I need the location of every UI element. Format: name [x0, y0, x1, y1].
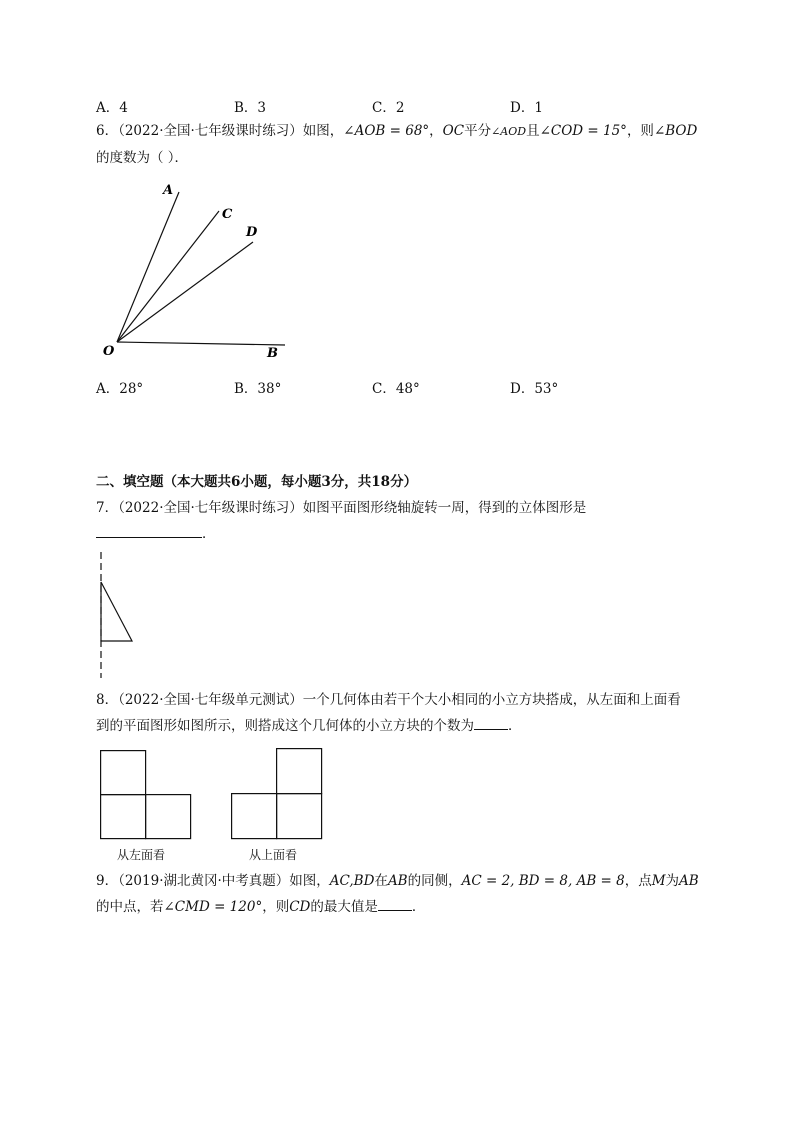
- q6-option-d: D．53°: [510, 381, 559, 397]
- q8-number: 8．: [96, 692, 119, 708]
- label-a: A: [163, 183, 174, 198]
- q9-answer-blank[interactable]: [378, 896, 412, 911]
- q8-stem: [96, 687, 706, 739]
- left-view-square: [146, 795, 191, 839]
- q8-left-view: [100, 750, 192, 840]
- q5-option-c: C．2: [372, 100, 405, 116]
- label-c: C: [222, 207, 233, 222]
- q9-segment-ab-2: AB: [679, 873, 699, 889]
- q8-answer-blank[interactable]: [474, 715, 508, 730]
- q6-text-b: 平分: [464, 123, 492, 139]
- top-view-square: [277, 794, 322, 839]
- q8-top-view: [231, 748, 323, 840]
- q6-angle-bod: ∠BOD: [653, 123, 698, 139]
- q6-angle-figure: [95, 180, 295, 365]
- q8-caption-left: 从左面看: [117, 848, 166, 862]
- label-d: D: [246, 225, 258, 240]
- label-b: B: [267, 346, 278, 361]
- q8-text1: 一个几何体由若干个大小相同的小立方块搭成，从左面和上面看: [302, 692, 681, 708]
- top-view-square: [277, 749, 322, 794]
- left-view-square: [101, 795, 146, 839]
- q6-angle-aob: ∠AOB = 68°: [343, 123, 430, 139]
- q9-line2-c: 的最大值是: [310, 899, 378, 915]
- q7-stem: [96, 495, 706, 547]
- q5-option-b: B．3: [234, 100, 267, 116]
- q8-caption-top: 从上面看: [249, 848, 298, 862]
- q6-text-c: 且: [526, 123, 540, 139]
- q9-stem: [96, 868, 706, 920]
- q5-option-a: A．4: [96, 100, 128, 116]
- q9-source: （2019·湖北黄冈·中考真题）: [118, 873, 290, 889]
- ray-ob: [117, 342, 285, 345]
- q6-sep: ，: [429, 123, 443, 139]
- q6-angle-cod: ∠COD = 15°: [539, 123, 627, 139]
- right-triangle: [101, 582, 132, 641]
- left-view-square: [101, 751, 146, 795]
- q9-text-e: 为: [665, 873, 680, 889]
- q9-text-c: 的同侧，: [407, 873, 462, 889]
- q6-number: 6．: [96, 123, 119, 139]
- q9-segment-cd: CD: [289, 899, 311, 915]
- q8-text2: 到的平面图形如图所示，则搭成这个几何体的小立方块的个数为: [96, 718, 474, 734]
- q9-number: 9．: [96, 873, 119, 889]
- q7-end: ．: [202, 526, 216, 542]
- q6-line2: 的度数为（ ）．: [96, 150, 189, 166]
- q9-point-m: M: [651, 873, 666, 889]
- q7-source: （2022·全国·七年级课时练习）: [118, 500, 303, 516]
- q6-option-a: A．28°: [96, 381, 144, 397]
- q6-stem: [96, 118, 706, 171]
- q9-line2-b: ，则: [262, 899, 290, 915]
- q6-angle-aod: ∠AOD: [491, 125, 527, 138]
- q9-end: ．: [411, 899, 426, 915]
- q9-lengths: AC = 2, BD = 8, AB = 8: [461, 873, 625, 889]
- q8-end: ．: [508, 718, 522, 734]
- q9-segments-ac-bd: AC,BD: [329, 873, 375, 889]
- q7-rotation-figure: [95, 552, 145, 680]
- section-heading-fill-in: 二、填空题（本大题共6小题，每小题3分，共18分）: [96, 474, 418, 490]
- top-view-square: [232, 794, 277, 839]
- q8-source: （2022·全国·七年级单元测试）: [118, 692, 303, 708]
- q9-segment-ab: AB: [387, 873, 408, 889]
- q9-angle-cmd: ∠CMD = 120°: [163, 899, 263, 915]
- q7-number: 7．: [96, 500, 119, 516]
- q9-text-d: ，点: [624, 873, 652, 889]
- q6-text-a: 如图，: [302, 123, 344, 139]
- q6-source: （2022·全国·七年级课时练习）: [118, 123, 303, 139]
- q5-option-d: D．1: [510, 100, 543, 116]
- q6-option-b: B．38°: [234, 381, 282, 397]
- q7-text: 如图平面图形绕轴旋转一周，得到的立体图形是: [302, 500, 587, 516]
- q6-ray-oc: OC: [442, 123, 465, 139]
- q7-answer-blank[interactable]: [96, 523, 202, 538]
- q6-option-c: C．48°: [372, 381, 420, 397]
- q9-line2-a: 的中点，若: [96, 899, 164, 915]
- label-o: O: [103, 344, 115, 359]
- q9-text-a: 如图，: [289, 873, 330, 889]
- q9-text-b: 在: [374, 873, 388, 889]
- ray-oc: [117, 211, 219, 342]
- q6-text-d: ，则: [626, 123, 654, 139]
